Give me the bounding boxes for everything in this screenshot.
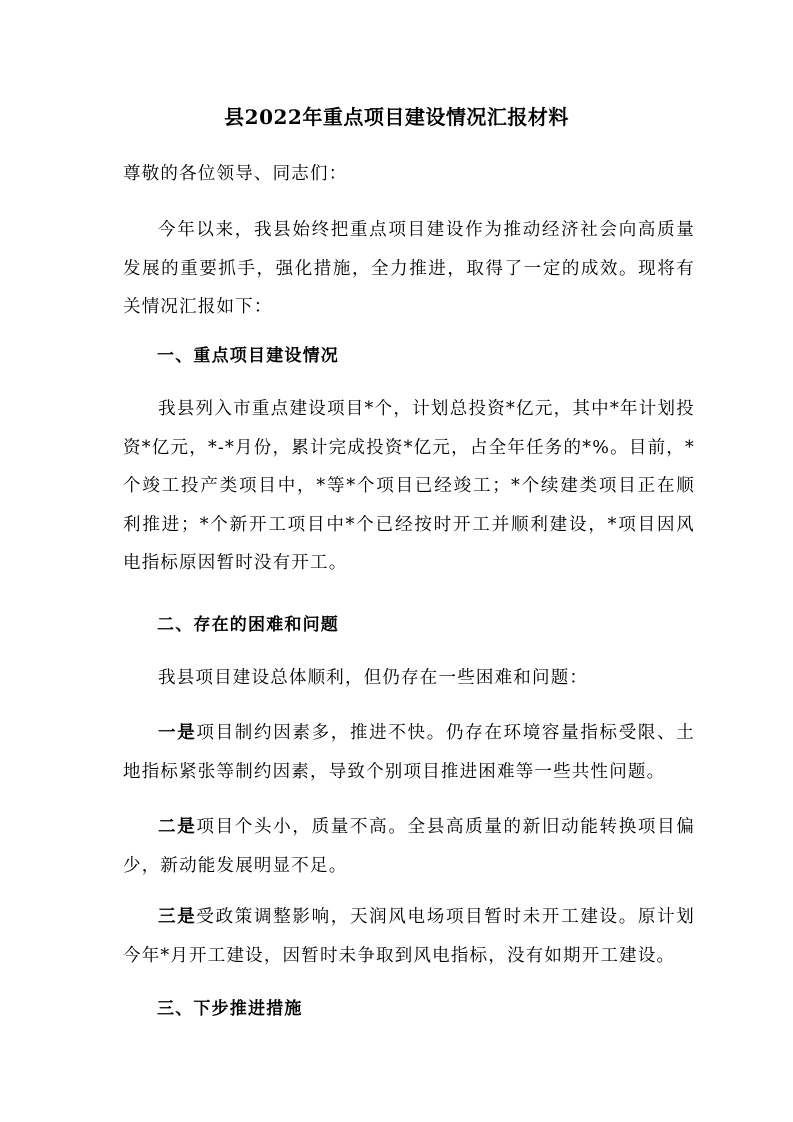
problem-point-1 (123, 714, 695, 791)
section-2-heading: 二、存在的困难和问题 (157, 615, 339, 635)
problem-point-1-text: 项目制约因素多，推进不快。仍存在环境容量指标受限、土地指标紧张等制约因素，导致个别项目推进困难等一些共性问题。 (123, 723, 696, 782)
problem-point-2-lead: 二是 (158, 817, 197, 837)
problem-point-3-lead: 三是 (158, 907, 197, 927)
problem-point-2-text: 项目个头小，质量不高。全县高质量的新旧动能转换项目偏少，新动能发展明显不足。 (123, 817, 696, 876)
problem-point-3 (123, 898, 695, 975)
section-2-body: 我县项目建设总体顺利，但仍存在一些困难和问题： (158, 668, 589, 688)
problem-point-3-text: 受政策调整影响，天润风电场项目暂时未开工建设。原计划今年*月开工建设，因暂时未争取到风电指标，没有如期开工建设。 (123, 907, 696, 966)
intro-paragraph: 今年以来，我县始终把重点项目建设作为推动经济社会向高质量发展的重要抓手，强化措施，全力推进，取得了一定的成效。现将有关情况汇报如下： (123, 220, 695, 317)
section-1-body: 我县列入市重点建设项目*个，计划总投资*亿元，其中*年计划投资*亿元，*-*月份，累计完成投资*亿元，占全年任务的*%。目前，*个竣工投产类项目中，*等*个项目已经竣工；*个续建类项目正在顺利推进；*个新开工项目中*个已经按时开工并顺利建设，*项目因风电指标原因暂时没有开工。 (123, 399, 695, 573)
document-title: 县2022年重点项目建设情况汇报材料 (224, 105, 569, 129)
section-1-heading: 一、重点项目建设情况 (157, 346, 339, 366)
problem-point-2 (123, 808, 695, 885)
salutation: 尊敬的各位领导、同志们： (123, 164, 348, 184)
section-3-heading: 三、下步推进措施 (157, 999, 303, 1019)
problem-point-1-lead: 一是 (158, 723, 197, 743)
